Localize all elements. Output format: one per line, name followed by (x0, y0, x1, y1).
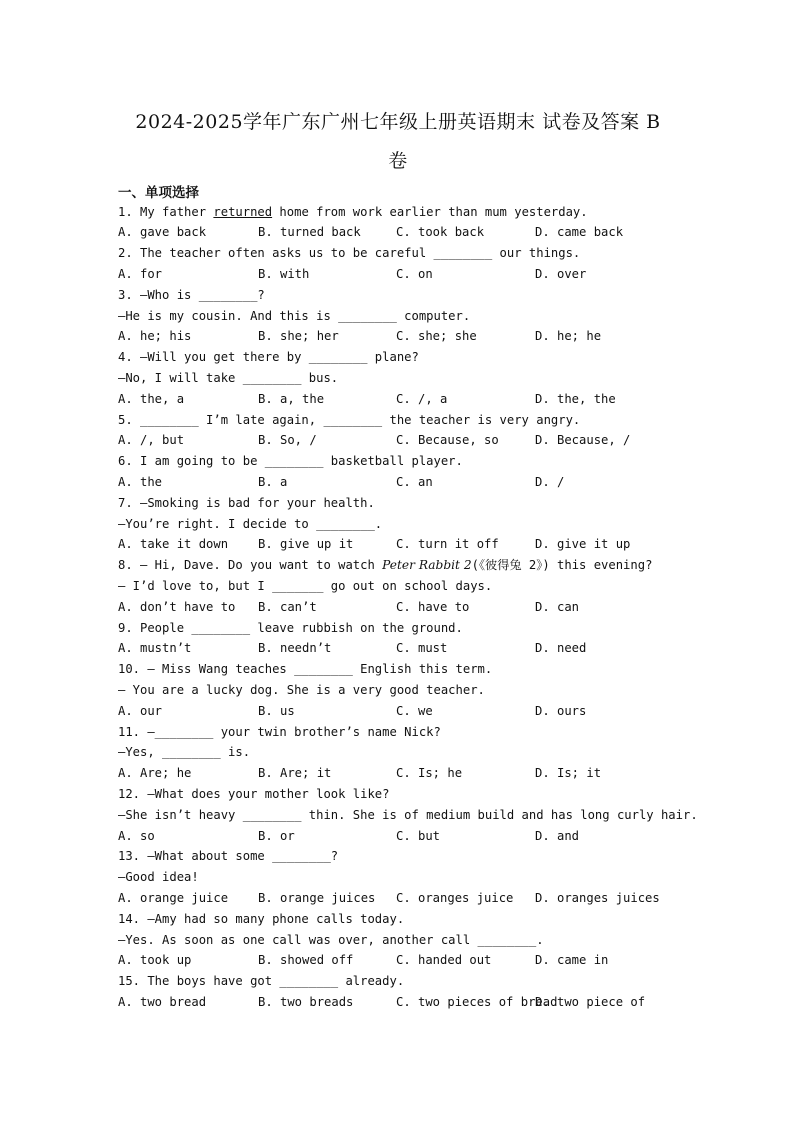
page-title-continued: 卷 (388, 150, 408, 172)
option: A. gave back (118, 225, 207, 239)
option: B. orange juices (258, 891, 376, 905)
option: A. so (118, 829, 155, 843)
question-11-line-2: —Yes, ________ is. (118, 745, 251, 759)
option: A. the, a (118, 392, 185, 406)
option: A. our (118, 704, 163, 718)
option: A. the (118, 475, 163, 489)
option: B. turned back (258, 225, 361, 239)
option: C. took back (396, 225, 485, 239)
option: B. she; her (258, 329, 339, 343)
option: D. over (535, 267, 587, 281)
option: A. he; his (118, 329, 192, 343)
option: D. he; he (535, 329, 602, 343)
question-3: 3. —Who is ________? (118, 288, 265, 302)
option: C. two pieces of bread (396, 995, 558, 1009)
question-13: 13. —What about some ________? (118, 849, 339, 863)
option: B. Are; it (258, 766, 332, 780)
option: A. orange juice (118, 891, 229, 905)
question-15: 15. The boys have got ________ already. (118, 974, 405, 988)
question-12: 12. —What does your mother look like? (118, 787, 390, 801)
option: C. but (396, 829, 441, 843)
option: C. have to (396, 600, 470, 614)
option: D. give it up (535, 537, 631, 551)
option: A. don’t have to (118, 600, 236, 614)
option: C. she; she (396, 329, 477, 343)
option: D. came back (535, 225, 624, 239)
option: A. Are; he (118, 766, 192, 780)
option: D. need (535, 641, 587, 655)
option: B. with (258, 267, 310, 281)
option: D. ours (535, 704, 587, 718)
option: B. two breads (258, 995, 354, 1009)
question-2: 2. The teacher often asks us to be careful ________ our things. (118, 246, 581, 260)
option: C. an (396, 475, 433, 489)
section-heading: 一、单项选择 (118, 185, 199, 201)
option: B. So, / (258, 433, 317, 447)
option: D. can (535, 600, 580, 614)
option: A. took up (118, 953, 192, 967)
question-12-line-2: —She isn’t heavy ________ thin. She is of medium build and has long curly hair. (118, 808, 698, 822)
option: D. two piece of (535, 995, 646, 1009)
question-6: 6. I am going to be ________ basketball player. (118, 454, 463, 468)
option: A. /, but (118, 433, 185, 447)
question-1: 1. My father returned home from work earlier than mum yesterday. (118, 205, 588, 219)
question-4: 4. —Will you get there by ________ plane? (118, 350, 419, 364)
option: D. and (535, 829, 580, 843)
movie-title: Peter Rabbit 2 (382, 558, 472, 572)
question-7: 7. —Smoking is bad for your health. (118, 496, 375, 510)
option: D. / (535, 475, 565, 489)
question-11: 11. —________ your twin brother’s name Nick? (118, 725, 441, 739)
option: B. us (258, 704, 295, 718)
option: C. oranges juice (396, 891, 514, 905)
option: B. a (258, 475, 288, 489)
option: D. oranges juices (535, 891, 660, 905)
option: B. showed off (258, 953, 354, 967)
option: D. Because, / (535, 433, 631, 447)
option: C. turn it off (396, 537, 499, 551)
question-10-line-2: — You are a lucky dog. She is a very good teacher. (118, 683, 485, 697)
option: C. we (396, 704, 433, 718)
question-10: 10. — Miss Wang teaches ________ English this term. (118, 662, 493, 676)
option: B. give up it (258, 537, 354, 551)
option: C. must (396, 641, 448, 655)
option: C. /, a (396, 392, 448, 406)
question-5: 5. ________ I’m late again, ________ the teacher is very angry. (118, 413, 581, 427)
option: C. Is; he (396, 766, 463, 780)
option: D. Is; it (535, 766, 602, 780)
question-4-line-2: —No, I will take ________ bus. (118, 371, 339, 385)
question-14: 14. —Amy had so many phone calls today. (118, 912, 405, 926)
option: B. a, the (258, 392, 325, 406)
page-title: 2024-2025学年广东广州七年级上册英语期末 试卷及答案 B (135, 111, 661, 133)
question-8-line-2: — I’d love to, but I _______ go out on school days. (118, 579, 493, 593)
option: B. or (258, 829, 295, 843)
option: A. for (118, 267, 163, 281)
question-13-line-2: —Good idea! (118, 870, 199, 884)
option: A. two bread (118, 995, 207, 1009)
question-7-line-2: —You’re right. I decide to ________. (118, 517, 383, 531)
option: A. mustn’t (118, 641, 192, 655)
option: C. handed out (396, 953, 492, 967)
option: C. on (396, 267, 433, 281)
question-3-line-2: —He is my cousin. And this is ________ computer. (118, 309, 471, 323)
option: C. Because, so (396, 433, 499, 447)
underlined-word: returned (213, 205, 273, 219)
option: A. take it down (118, 537, 229, 551)
question-14-line-2: —Yes. As soon as one call was over, another call ________. (118, 933, 544, 947)
question-9: 9. People ________ leave rubbish on the ground. (118, 621, 463, 635)
option: D. the, the (535, 392, 616, 406)
option: B. can’t (258, 600, 317, 614)
option: D. came in (535, 953, 609, 967)
question-8: 8. — Hi, Dave. Do you want to watch Peter Rabbit 2(《彼得兔 2》) this evening? (118, 558, 653, 572)
option: B. needn’t (258, 641, 332, 655)
